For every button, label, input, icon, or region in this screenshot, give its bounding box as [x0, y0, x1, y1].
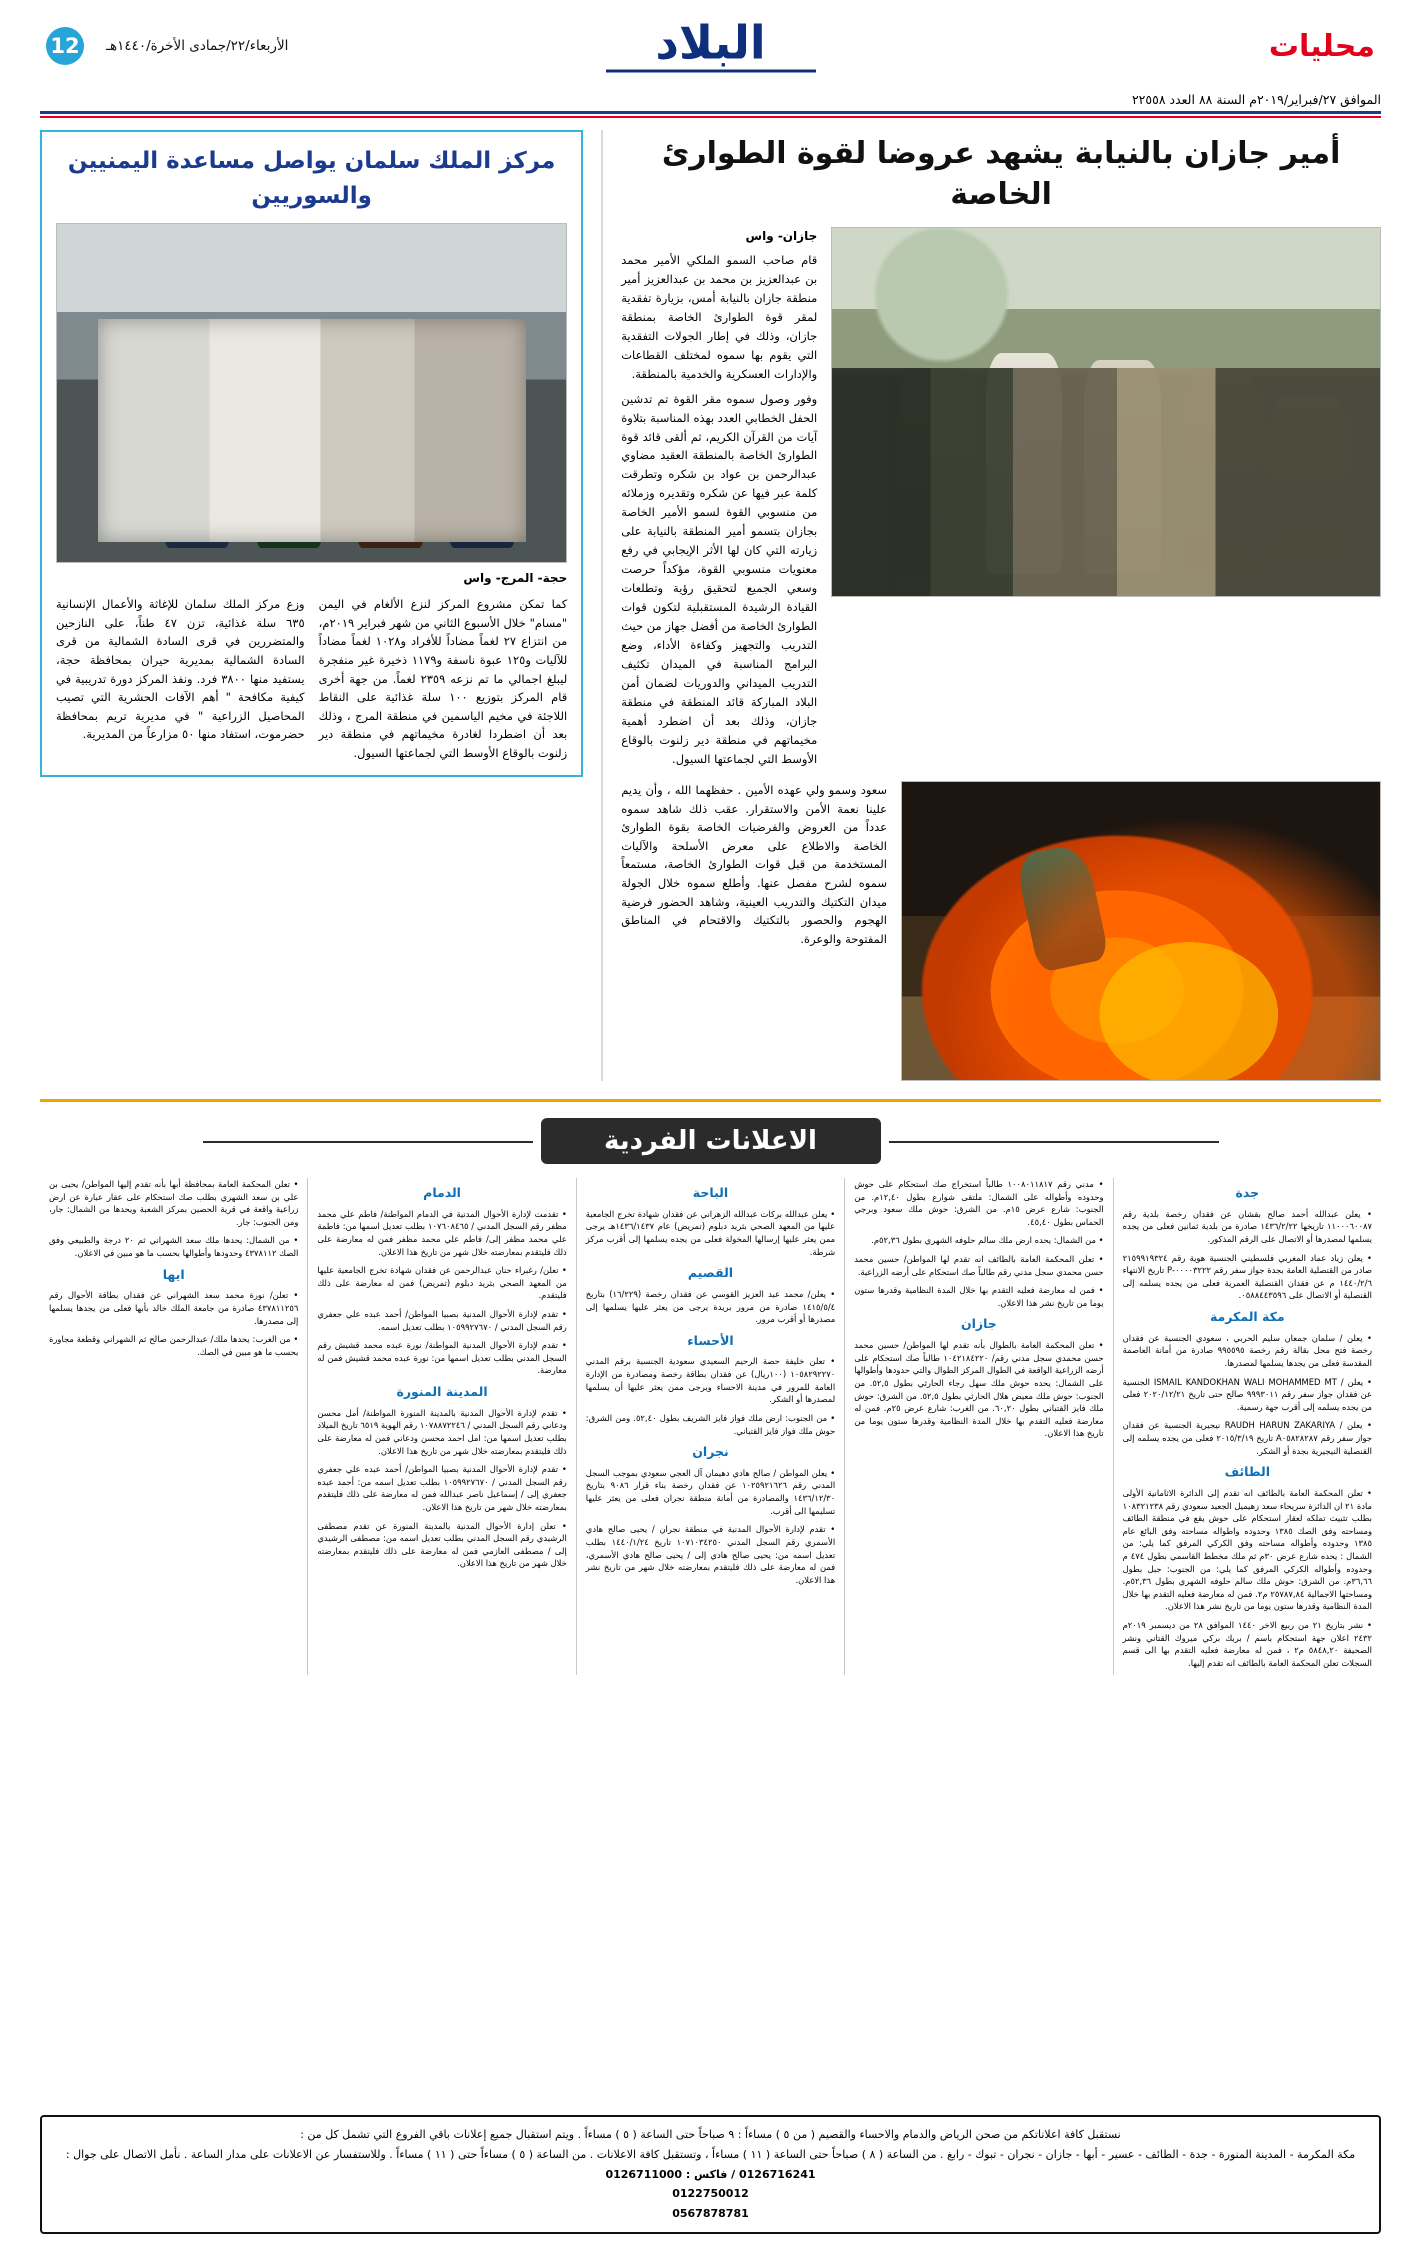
- classifieds-column-mixed-1: [844, 1178, 1112, 1676]
- classifieds-city-heading: نجران: [692, 1444, 729, 1460]
- classified-ad: • فمن له معارضة فعليه التقدم بها خلال المدة النظامية وقدرها ستون يوما من تاريخ نشر هذا الاعلان.: [854, 1284, 1103, 1309]
- masthead-rule-wrap: [0, 92, 1421, 111]
- classified-ad: • تقدم لإدارة الأحوال المدنية المواطنة/ نورة عبده محمد قشيش رقم السجل المدني بطلب تعديل اسمها من: نورة عبده محمد قشيش فمن له معارضة.: [317, 1339, 566, 1377]
- classified-ad: • تقدم لإدارة الأحوال المدنية بالمدينة المنورة المواطنة/ أمل محسن ودعاني رقم السجل المدني / ١٠٧٨٨٧٢٢٤٦ رقم الهوية ٦٥١٩ تاريخ الميلاد بطلب تعديل اسمها من: امل احمد محسن ودعاني فمن له معارضة على ذلك فليتقدم بمعارضته خلال شهر من تاريخ هذا الاعلان.: [317, 1407, 566, 1457]
- classified-ad: • يعلن المواطن / صالح هادي دهيمان آل العجي سعودي بموجب السجل المدني رقم ١٠٢٥٩٢١٦٢٦ عن فقدان رخصة بناء قرار ٩٠٨٦ بتاريخ ١٤٣٦/١٢/٣٠ والمصادرة من أمانة منطقة نجران فعلى من يعثر عليها تسليمها الى أقرب.: [586, 1467, 835, 1517]
- classified-ad: • يعلن / RAUDH HARUN ZAKARIYA نيجيرية الجنسية عن فقدان جواز سفر رقم A٠٥٨٢٨٢٨٧ تاريخ ٢٠١٥/٣/١٩ فعلى من يجده يسلمه إلى القنصلية النيجيرية بجدة أو الشكر.: [1123, 1419, 1372, 1457]
- classifieds-city-heading: القصيم: [687, 1265, 734, 1281]
- classified-ad: • يعلن / ISMAIL KANDOKHAN WALI MOHAMMED MT الجنسية عن فقدان جواز سفر رقم ٩٩٩٣٠١١ صالح حتى تاريخ ٢٠٢٠/١٢/٢١ فعلى من يجده يسلمه إلى أقرب جهة رسمية.: [1123, 1376, 1372, 1414]
- classified-ad: • يعلن زياد عماد المغربي فلسطيني الجنسية هوية رقم ٢١٥٩٩١٩٣٢٤ صادر من القنصلية العامة بجدة جواز سفر رقم ٠٠٠٠٣٢٢٢-P تاريخ الانتهاء ١٤٤٠/٢/٦ م عن فقدان القنصلية العمرية فعلى من يجده يسلمه إلى القنصلية أو الاتصال على ٠٥٨٨٤٤٣٥٩٦.: [1123, 1252, 1372, 1302]
- classifieds-column-qassim-ahsa: [576, 1178, 844, 1676]
- classifieds-city-heading: جازان: [960, 1316, 997, 1332]
- masthead-right-group: [46, 27, 288, 65]
- hijri-date: الأربعاء/٢٢/جمادى الأخرة/١٤٤٠هـ: [106, 38, 289, 54]
- top-feature-area: [0, 118, 1421, 1081]
- classified-ad: • يعلن عبدالله أحمد صالح بقشان عن فقدان رخصة بلدية رقم ١١٠٠٠٦٠٠٨٧ تاريخها ١٤٣٦/٢/٢٢ صادرة من بلدية ثمانين فعلى من يجده يسلمها لمصدرها أو الاتصال على الرقم المذكور.: [1123, 1208, 1372, 1246]
- aid-workers-unloading-relief-boxes-photo: [56, 223, 567, 563]
- classified-ad: • يعلن/ محمد عبد العزيز القوسي عن فقدان رخصة (١٦/٢٢٩) بتاريخ ١٤١٥/٥/٤ صادرة من مرور بريدة يرجى من يعثر عليها يسلمها إلى مصدرها أو أقرب مرور.: [586, 1288, 835, 1326]
- classified-ad: • تعلن/ نورة محمد سعد الشهراني عن فقدان بطاقة الأحوال رقم ٤٣٧٨١١٢٥٦ صادرة من جامعة الملك خالد بأبها فعلى من يجدها يسلمها إلى مصدرها.: [49, 1289, 298, 1327]
- masthead-divider-blue: [40, 111, 1381, 114]
- classified-ad: • تعلن المحكمة العامة بالطائف انه تقدم إلى الدائرة الاثامانية الأولى مادة ٢١ ان الدائرة سريحاء سعد زهيميل الجعيد سعودي رقم ١٠٨٣٢١٢٣٨ بطلب تثبيت تملكه لعقار استحكام على حوش يقع في منطقة الطائف ومساحته وفق الصك ١٣٨٥ وحدوده واطواله مساحته وفق البائع عام ١٣٨٥ وحدوده وأطواله مساحته وفق الكركي المرفق كما يلي: من الشمال : يحده شارع عرض ٣٠م ثم ملك مخطط القاسمي بطول ٤٧٤ م وحدوده وأطواله الكركي المرفق كما يلي: من الجنوب: جبل بطول ٣٦,٦٦م. من الشرق: حوش ملك سالم حلوفه الشهري بطول ٥٢,٣٦م. ومساحتها الاجمالية ٢٥٧٨٧,٨٤ م٢. فمن له معارضة فعليه التقدم بها خلال المدة النظامية وقدرها ستون يوما من تاريخ نشر هذا الاعلان.: [1123, 1487, 1372, 1613]
- classified-ad: • من الشمال: يحده ارض ملك سالم حلوفه الشهري بطول ٥٢,٣٦م.: [854, 1234, 1103, 1247]
- masthead-left-group: [1269, 29, 1375, 64]
- king-salman-center-box: [40, 130, 583, 777]
- classifieds-city-heading: الطائف: [1224, 1464, 1271, 1480]
- section-title: محليات: [1268, 28, 1375, 64]
- classified-ad: • من الجنوب: ارض ملك فواز فايز الشريف بطول ٥٢,٤٠. ومن الشرق: حوش ملك فواز فايز القتباني.: [586, 1412, 835, 1437]
- side-paragraph-1: وزع مركز الملك سلمان للإغاثة والأعمال الإنسانية ٦٣٥ سلة غذائية، تزن ٤٧ طناً، على النازحين والمتضررين في قرى السادة الشمالية من قرى السادة الشمالية بمديرية حيران بمحافظة حجة، يستفيد منها ٣٨٠٠ فرد. ونفذ المركز دورة تدريبية في كيفية مكافحة " أهم الآفات الحشرية التي تصيب المحاصيل الزراعية " في مديرية تريم بمحافظة حضرموت، استفاد منها ٥٠ مزارعاً من المديرية.: [56, 597, 305, 742]
- classified-ad: • تعلن المحكمة العامة بالطوال بأنه تقدم لها المواطن/ حسين محمد حسن محمدي سجل مدني رقم/ ١٠٤٢١٨٤٢٢٠ طالباً صك استحكام على أرضه الزراعية الواقعة في الطوال المركز الطوال والتي حدودها وأطوالها على الشمال: يحده حوش ملك سهل رجاء الحارثي بطول ٥٢,٥. من الجنوب: حوش ملك معيض هلال الحارثي بطول ٥٢,٥. من الشرق: حوش ملك فايز القتباني بطول ٦٠,٢٠. من الغرب: شارع عرض ٢٥م. فمن له معارضة فعليه التقدم بها خلال المدة النظامية وقدرها ستون يوما من تاريخ هذا الاعلان.: [854, 1339, 1103, 1440]
- classified-ad: • مدني رقم ١٠٠٨٠١١٨١٧ طالباً استخراج صك استحكام على حوش وحدوده وأطواله على الشمال: ملتقى شوارع بطول ١٢,٤٠م. من الجنوب: شارع عرض ١٥م. من الشرق: حوش ملك سعود وبرجي الحماس بطول ٤٥,٤٠.: [854, 1178, 1103, 1228]
- classified-ad: • من الغرب: يحدها ملك/ عبدالرحمن صالح ثم الشهراني وقطعة مجاورة بحسب ما هو مبين في الصك.: [49, 1333, 298, 1358]
- classified-ad: • يعلن / سلمان جمعان سليم الحربي ، سعودي الجنسية عن فقدان رخصة فتح محل بقالة رقم رخصة ٩٩٥٥٩٥ صادرة من أمانة العاصمة المقدسة فعلى من يجدها يسلمها لمصدرها.: [1123, 1332, 1372, 1370]
- side-headline: مركز الملك سلمان يواصل مساعدة اليمنيين والسوريين: [67, 148, 556, 209]
- gregorian-date: الموافق ٢٧/فبراير/٢٠١٩م السنة ٨٨ العدد ٢٢٥٥٨: [1131, 92, 1381, 107]
- classified-ad: • تعلن إدارة الأحوال المدنية بالمدينة المنورة عن تقدم مصطفى الرشيدي رقم السجل المدني بطلب تعديل اسمه من: مصطفى الرشيدي إلى / مصطفى العازمي فمن له معارضة على ذلك فليتقدم بمعارضته خلال شهر من تاريخ هذا الاعلان.: [317, 1520, 566, 1570]
- footer-line-1: نستقبل كافة اعلاناتكم من صحن الرياض والدمام والاحساء والقصيم ( من ٥ ) مساءاً : ٩ صباحاً حتى الساعة ( ٥ ) مساءاً . ويتم استقبال جميع إعلانات باقي الفروع التي تشمل كل من :: [300, 2128, 1121, 2142]
- side-story-column: [40, 130, 603, 1081]
- classifieds-city-heading: المدينة المنورة: [396, 1384, 488, 1400]
- classifieds-column-jeddah: [1113, 1178, 1381, 1676]
- classifieds-grid: [0, 1174, 1421, 1676]
- classifieds-city-heading: مكة المكرمة: [1209, 1308, 1285, 1324]
- footer-phones-line-1[interactable]: 0126716241 / فاكس : 0126711000: [605, 2167, 816, 2181]
- footer-phones-line-2[interactable]: 0567878781: [672, 2207, 749, 2221]
- classified-ad: • تعلن المحكمة العامة بالطائف انه تقدم لها المواطن/ حسين محمد حسن محمدي سجل مدني رقم طالباً صك استحكام على أرضه الزراعية.: [854, 1253, 1103, 1278]
- side-text-columns: [56, 595, 567, 763]
- feature-lede-column: [621, 227, 817, 769]
- classified-ad: • تقدم لإدارة الأحوال المدنية بصبيا المواطن/ أحمد عبده علي جعفري رقم السجل المدني / ١٠٥٩٩٢٧٦٧٠ بطلب تعديل اسمه من: أحمد عبده جعفري إلى / إسماعيل ناصر عبدالله فمن له معارضة على ذلك فليتقدم بمعارضته خلال شهر من تاريخ هذا الاعلان.: [317, 1463, 566, 1513]
- classifieds-city-heading: الدمام: [423, 1184, 461, 1200]
- main-feature-column: [603, 130, 1381, 1081]
- main-headline: أمير جازان بالنيابة يشهد عروضا لقوة الطوارئ الخاصة: [661, 136, 1341, 212]
- classified-ad: • تقدم لإدارة الأحوال المدنية في منطقة نجران / يحيى صالح هادي الأسمري رقم السجل المدني ١٠٧١٠٣٤٢٥٠ تاريخ ١٤٤٠/١/٢٤ بطلب تعديل اسمه من: يحيى صالح هادي إلى / يحيى صالح هادي الأسمري، فمن له معارضة على ذلك فليتقدم بمعارضته خلال شهر من تاريخ نشر هذا الاعلان.: [586, 1523, 835, 1586]
- side-dateline: حجة- المرج- واس: [463, 571, 568, 585]
- classified-ad: • تعلن/ رغبراء حنان عبدالرحمن عن فقدان شهادة تخرج الجامعية عليها من المعهد الصحي بثريد دبلوم (تمريض) فمن له معارضة على ذلك فليتقدم.: [317, 1264, 566, 1302]
- footer-contact-box: [40, 2115, 1381, 2234]
- classified-ad: • تعلن المحكمة العامة بمحافظة أبها بأنه تقدم إليها المواطن/ يحيى بن علي بن سعد الشهري بطلب صك استحكام على عقار عبارة عن ارض زراعية واقعة في قرية الحصين بمركز الشعبة ويحدها من الشمال: جار، ومن الجنوب: جار.: [49, 1178, 298, 1228]
- classifieds-city-heading: جدة: [1235, 1184, 1260, 1200]
- classifieds-city-heading: ايها: [162, 1266, 185, 1282]
- soldier-jumping-through-fire-photo: [901, 781, 1381, 1081]
- classified-ad: • من الشمال: يحدها ملك سعد الشهراني ثم ٢٠ درجة والطبيعي وفق الصك ٤٣٧٨١١٢ وحدودها وأطوالها بحسب ما هو مبين في الاعلان.: [49, 1234, 298, 1259]
- feature-paragraph-2: وفور وصول سموه مقر القوة تم تدشين الحفل الخطابي العدد بهذه المناسبة بتلاوة آيات من القرآن الكريم، ثم ألقى قائد قوة الطوارئ الخاصة بالمنطقة العقيد مضاوي عبدالرحمن بن عواد بن شكره وتطرقت كلمة عبر فيها عن شكره وتقديره وزملائه من منسوبي القوة لسمو الأمير الخاصة بجازان بتسمو أمير المنطقة بالنيابة على زيارته التي كان لها الأثر الإيجابي في رفع معنويات منسوبي القوة، مؤكداً حرصت وسعي الجميع لتحقيق رؤية وتطلعات القيادة الرشيدة المستقبلية لتكون قوات الطوارئ الخاصة من أفضل جهاز من حيث التدريب والتجهيز وكفاءة الأداء، وضع البرامج المناسبة في الميدان تكثيف التدريب الميداني والدوريات لضمان أمن البلاد المباركة قائد المنطقة في منطقة جازان، وذلك بعد أن اضطرد أهمية مخيماتهم في منطقة دير زلنوت بالوقاع الأوسط التي لجماعتها السيول.: [621, 391, 818, 766]
- classified-ad: • تعلن خليفة حصة الرحيم السعيدي سعودية الجنسية برقم المدني ١٠٥٨٢٩٢٢٧٠ (١٠٠ريال) عن فقدان بطاقة رخصة ومصادرة من الإدارة العامة للمرور في مدينة الاحساء ويرجى ممن يعثر عليها أن يسلمها لمصدرها أو الشكر.: [586, 1355, 835, 1405]
- footer-phone-middle[interactable]: 0122750012: [672, 2187, 749, 2201]
- emir-inspecting-special-forces-photo: [831, 227, 1381, 597]
- classifieds-city-heading: الأحساء: [687, 1332, 734, 1348]
- feature-continuation-text: سعود وسمو ولي عهده الأمين . حفظهما الله ، وأن يديم علينا نعمة الأمن والاستقرار. عقب ذلك شاهد سموه عدداً من العروض والفرضيات الخاصة بقوة الطوارئ الخاصة والاطلاع على معرض الأسلحة والآليات المستخدمة من قبل قوات الطوارئ الخاصة، مستمعاً سموه لشرح مفصل عنها. وأطلع سموه خلال الجولة ميدان التكتيك والتدريب العينية، وشاهد الحضور فرضية الهجوم والحصور بالتكتيك والاقتحام في المناطق المفتوحة والوعرة.: [621, 782, 887, 946]
- page-number-badge: 12: [46, 27, 84, 65]
- feature-paragraph-1: قام صاحب السمو الملكي الأمير محمد بن عبدالعزيز بن محمد بن عبدالعزيز أمير منطقة جازان بالنيابة أمس، بزيارة تفقدية لمقر قوة الطوارئ الخاصة بمنطقة جازان، وذلك في إطار الجولات التفقدية التي يقوم بها سموه لمختلف القطاعات والإدارات العسكرية والخدمية بالمنطقة.: [621, 252, 818, 381]
- section-divider-orange: [40, 1099, 1381, 1102]
- feature-bottom-row: [621, 781, 1381, 1081]
- classified-ad: • تقدمت لإدارة الأحوال المدنية في الدمام المواطنة/ فاطم علي محمد مظفر رقم السجل المدني / ١٠٧٦٠٨٤٦٥ بطلب تعديل اسمها من: فاطمة علي محمد مظفر إلى/ فاطم علي محمد مظفر فمن له معارضة على ذلك فليتقدم بمعارضته خلال شهر من تاريخ هذا الاعلان.: [317, 1208, 566, 1258]
- newspaper-logo: [606, 15, 816, 73]
- classifieds-title-banner: [541, 1118, 881, 1164]
- classified-ad: • تقدم لإدارة الأحوال المدنية بصبيا المواطن/ أحمد عبده علي جعفري رقم السجل المدني / ١٠٥٩٩٢٧٦٧٠ بطلب تعديل اسمه.: [317, 1308, 566, 1333]
- feature-top-row: [621, 227, 1381, 769]
- classifieds-column-abha: [40, 1178, 307, 1676]
- classifieds-city-heading: الباحة: [692, 1184, 729, 1200]
- side-paragraph-2: كما تمكن مشروع المركز لنزع الألغام في اليمن "مسام" خلال الأسبوع الثاني من شهر فبراير ٢٠١٩م، من انتزاع ٢٧ لغماً مضاداً للأفراد و١٠٢٨ لغماً مضاداً للآليات و١٢٥ عبوة ناسفة و١١٧٩ ذخيرة غير منفجرة ليبلغ اجمالي ما تم نزعه ٢٣٥٩ لغماً. من جهة أخرى قام المركز بتوزيع ١٠٠ سلة غذائية على النقاط اللاجئة في مخيم الياسمين في منطقة المرج ، وذلك بعد أن اضطردا لغادرة مخيماتهم في منطقة دير زلنوت بالوقاع الأوسط التي لجماعتها السيول.: [318, 597, 568, 760]
- feature-dateline: جازان- واس: [745, 229, 818, 243]
- classified-ad: • يعلن عبدالله بركات عبدالله الزهراني عن فقدان شهادة تخرج الجامعية عليها من المعهد الصحي بثريد دبلوم (تمريض) عام ١٤٣٦/١٤٣٧هـ يرجى ممن يعثر عليها إرسالها المخولة فعلى من يجده يسلمها إلى أقرب مركز شرطة.: [586, 1208, 835, 1258]
- logo-text: البلاد: [655, 15, 766, 70]
- logo-underline: [606, 70, 816, 73]
- classifieds-column-dammam-madinah: [307, 1178, 575, 1676]
- footer-line-2: مكة المكرمة - المدينة المنورة - جدة - الطائف - عسير - أبها - جازان - نجران - تبوك - رابغ . من الساعة ( ٨ ) صباحاً حتى الساعة ( ١١ ) مساءاً ، وتستقبل كافة الاعلانات . من الساعة ( ٥ ) مساءاً حتى ( ١١ ) مساءاً . وللاستفسار عن الاعلانات على مدار الساعة . نأمل الاتصال على جوال :: [65, 2147, 1356, 2161]
- masthead: [0, 0, 1421, 92]
- classified-ad: • نشر بتاريخ ٢١ من ربيع الاخر ١٤٤٠ الموافق ٢٨ من ديسمبر ٢٠١٩م ٢٤٣٢ اعلان جهة استحكام باسم / بريك بركي ميروك القتاني ونشر الصحيفة ٥٨٤٨,٢٠ م٢ ، فمن له معارضة فعليه التقدم بها الى قسم السجلات تعلن المحكمة العامة بالطائف انه تقدم إليها.: [1123, 1619, 1372, 1669]
- classifieds-title: الاعلانات الفردية: [604, 1125, 817, 1156]
